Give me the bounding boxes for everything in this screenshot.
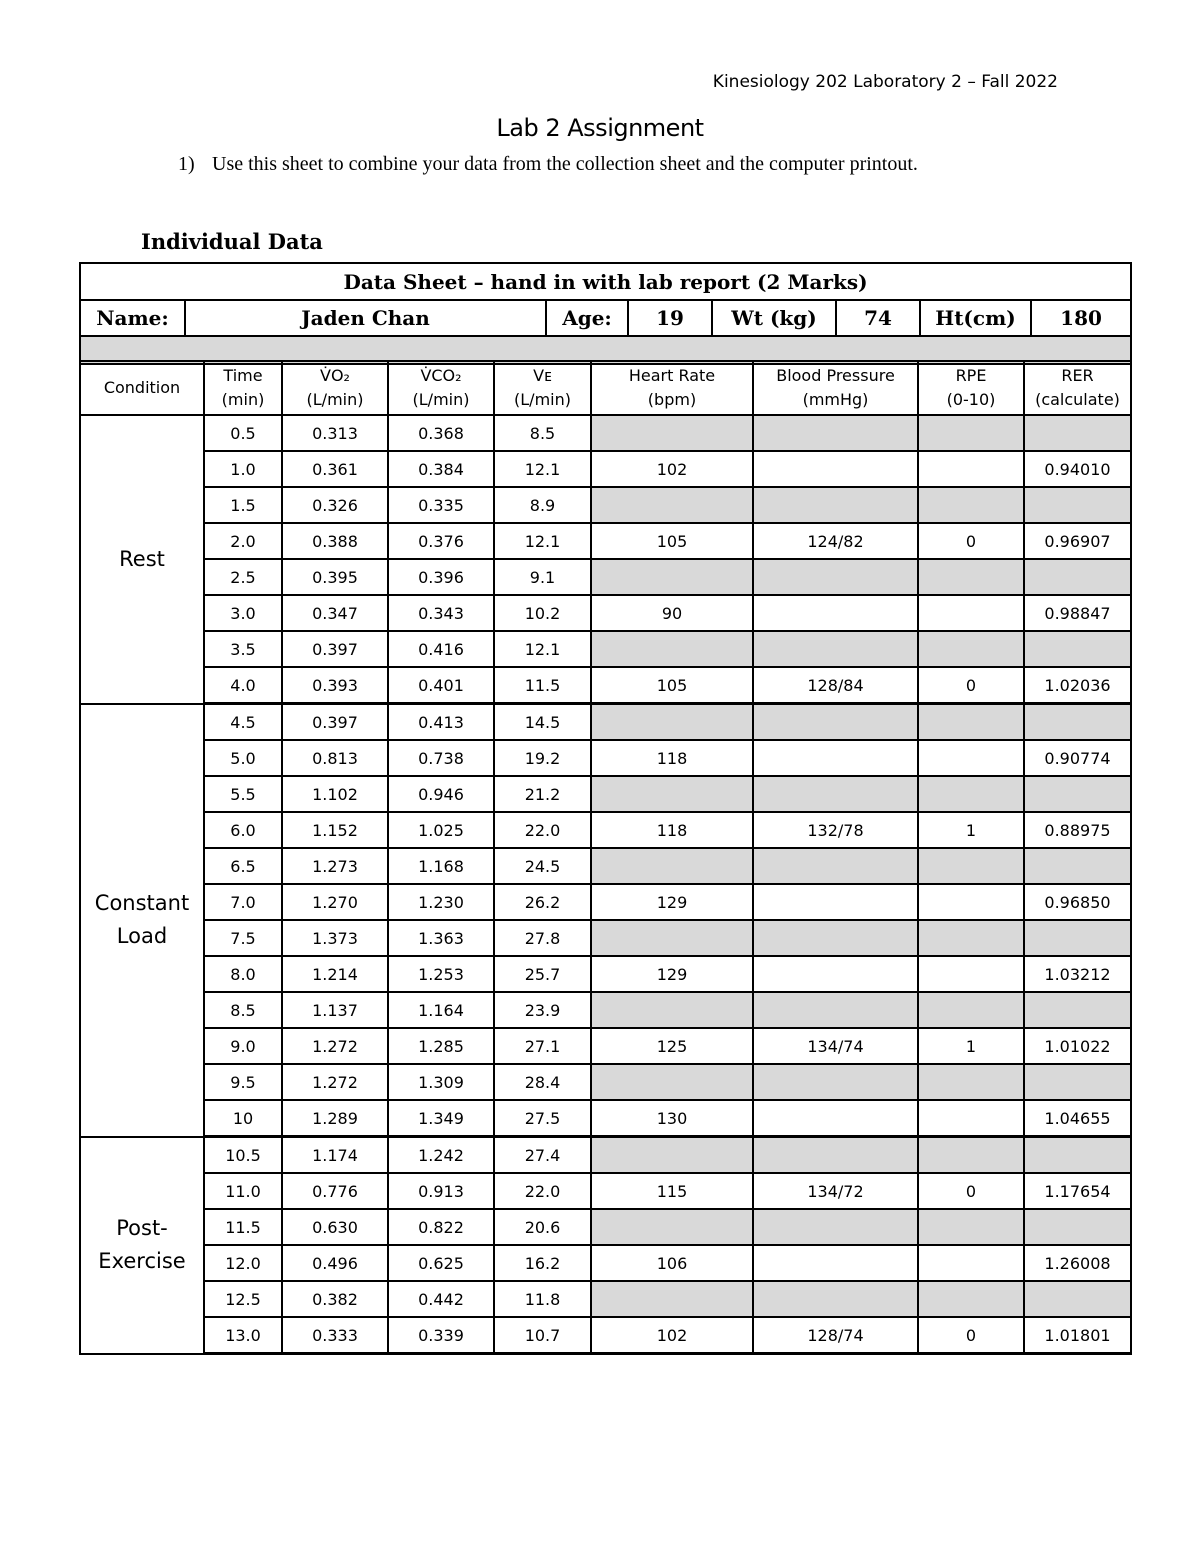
rpe-cell bbox=[918, 559, 1024, 595]
weight-label: Wt (kg) bbox=[712, 300, 836, 336]
rer-cell bbox=[1024, 415, 1131, 451]
rer-cell: 0.96850 bbox=[1024, 884, 1131, 920]
name-label: Name: bbox=[80, 300, 185, 336]
heart-rate-cell bbox=[591, 920, 753, 956]
table-row bbox=[80, 667, 1131, 704]
rpe-cell bbox=[918, 740, 1024, 776]
table-row bbox=[80, 1281, 1131, 1317]
time-cell: 10 bbox=[204, 1100, 282, 1137]
rer-cell: 1.04655 bbox=[1024, 1100, 1131, 1137]
blood-pressure-cell bbox=[753, 595, 918, 631]
vo2-cell: 0.496 bbox=[282, 1245, 388, 1281]
col-rer: RER (calculate) bbox=[1024, 361, 1131, 415]
vo2-cell: 1.273 bbox=[282, 848, 388, 884]
time-cell: 12.5 bbox=[204, 1281, 282, 1317]
vco2-cell: 1.363 bbox=[388, 920, 494, 956]
ve-cell: 11.8 bbox=[494, 1281, 591, 1317]
time-cell: 3.5 bbox=[204, 631, 282, 667]
rpe-cell bbox=[918, 451, 1024, 487]
table-row bbox=[80, 1245, 1131, 1281]
rer-cell bbox=[1024, 776, 1131, 812]
time-cell: 8.0 bbox=[204, 956, 282, 992]
blood-pressure-cell bbox=[753, 956, 918, 992]
ve-cell: 9.1 bbox=[494, 559, 591, 595]
blood-pressure-cell: 124/82 bbox=[753, 523, 918, 559]
table-row bbox=[80, 740, 1131, 776]
rpe-cell bbox=[918, 848, 1024, 884]
ve-cell: 22.0 bbox=[494, 812, 591, 848]
vco2-cell: 1.164 bbox=[388, 992, 494, 1028]
rer-cell: 0.96907 bbox=[1024, 523, 1131, 559]
instruction-number: 1) bbox=[178, 153, 195, 175]
heart-rate-cell bbox=[591, 704, 753, 741]
vo2-cell: 0.333 bbox=[282, 1317, 388, 1354]
table-row bbox=[80, 1317, 1131, 1354]
table-row bbox=[80, 487, 1131, 523]
col-blood-pressure: Blood Pressure (mmHg) bbox=[753, 361, 918, 415]
blood-pressure-cell bbox=[753, 1209, 918, 1245]
time-cell: 9.0 bbox=[204, 1028, 282, 1064]
page-title: Lab 2 Assignment bbox=[496, 114, 704, 142]
vo2-cell: 0.361 bbox=[282, 451, 388, 487]
rer-cell: 1.26008 bbox=[1024, 1245, 1131, 1281]
col-rpe: RPE (0-10) bbox=[918, 361, 1024, 415]
time-cell: 2.5 bbox=[204, 559, 282, 595]
blood-pressure-cell: 128/84 bbox=[753, 667, 918, 704]
vo2-cell: 0.388 bbox=[282, 523, 388, 559]
col-heart-rate: Heart Rate (bpm) bbox=[591, 361, 753, 415]
ve-cell: 8.9 bbox=[494, 487, 591, 523]
heart-rate-cell bbox=[591, 1209, 753, 1245]
vo2-cell: 0.776 bbox=[282, 1173, 388, 1209]
ve-cell: 12.1 bbox=[494, 523, 591, 559]
vco2-cell: 0.413 bbox=[388, 704, 494, 741]
heart-rate-cell: 129 bbox=[591, 884, 753, 920]
vco2-cell: 0.822 bbox=[388, 1209, 494, 1245]
ve-cell: 21.2 bbox=[494, 776, 591, 812]
time-cell: 11.5 bbox=[204, 1209, 282, 1245]
ve-cell: 8.5 bbox=[494, 415, 591, 451]
time-cell: 2.0 bbox=[204, 523, 282, 559]
ve-cell: 24.5 bbox=[494, 848, 591, 884]
vco2-cell: 1.168 bbox=[388, 848, 494, 884]
ve-cell: 16.2 bbox=[494, 1245, 591, 1281]
rpe-cell bbox=[918, 1245, 1024, 1281]
rpe-cell bbox=[918, 1137, 1024, 1174]
vo2-cell: 0.393 bbox=[282, 667, 388, 704]
vco2-cell: 1.253 bbox=[388, 956, 494, 992]
blood-pressure-cell: 134/74 bbox=[753, 1028, 918, 1064]
info-table bbox=[79, 262, 1132, 365]
rpe-cell bbox=[918, 1064, 1024, 1100]
ve-cell: 12.1 bbox=[494, 451, 591, 487]
instruction-text: Use this sheet to combine your data from the collection sheet and the computer printout. bbox=[212, 153, 918, 175]
heart-rate-cell: 130 bbox=[591, 1100, 753, 1137]
table-row bbox=[80, 992, 1131, 1028]
heart-rate-cell: 115 bbox=[591, 1173, 753, 1209]
rpe-cell bbox=[918, 704, 1024, 741]
blood-pressure-cell bbox=[753, 1281, 918, 1317]
condition-cell: Post- Exercise bbox=[80, 1137, 204, 1354]
heart-rate-cell: 129 bbox=[591, 956, 753, 992]
col-vco2: V̇CO₂ (L/min) bbox=[388, 361, 494, 415]
rer-cell: 0.94010 bbox=[1024, 451, 1131, 487]
blood-pressure-cell bbox=[753, 884, 918, 920]
vo2-cell: 0.326 bbox=[282, 487, 388, 523]
time-cell: 1.0 bbox=[204, 451, 282, 487]
rpe-cell bbox=[918, 920, 1024, 956]
ve-cell: 28.4 bbox=[494, 1064, 591, 1100]
rer-cell: 1.03212 bbox=[1024, 956, 1131, 992]
table-row bbox=[80, 812, 1131, 848]
vco2-cell: 0.946 bbox=[388, 776, 494, 812]
vco2-cell: 0.396 bbox=[388, 559, 494, 595]
table-row bbox=[80, 776, 1131, 812]
blood-pressure-cell: 132/78 bbox=[753, 812, 918, 848]
heart-rate-cell bbox=[591, 559, 753, 595]
time-cell: 11.0 bbox=[204, 1173, 282, 1209]
rer-cell bbox=[1024, 1281, 1131, 1317]
vco2-cell: 0.913 bbox=[388, 1173, 494, 1209]
instruction bbox=[178, 153, 918, 176]
ve-cell: 27.8 bbox=[494, 920, 591, 956]
vo2-cell: 0.347 bbox=[282, 595, 388, 631]
vco2-cell: 0.401 bbox=[388, 667, 494, 704]
table-row bbox=[80, 631, 1131, 667]
vo2-cell: 0.813 bbox=[282, 740, 388, 776]
blood-pressure-cell bbox=[753, 451, 918, 487]
time-cell: 13.0 bbox=[204, 1317, 282, 1354]
time-cell: 3.0 bbox=[204, 595, 282, 631]
table-row bbox=[80, 848, 1131, 884]
sheet-title: Data Sheet – hand in with lab report (2 Marks) bbox=[80, 263, 1131, 300]
vo2-cell: 1.272 bbox=[282, 1064, 388, 1100]
rpe-cell: 0 bbox=[918, 523, 1024, 559]
heart-rate-cell: 102 bbox=[591, 1317, 753, 1354]
col-time: Time (min) bbox=[204, 361, 282, 415]
heart-rate-cell bbox=[591, 1281, 753, 1317]
vo2-cell: 0.397 bbox=[282, 704, 388, 741]
ve-cell: 10.2 bbox=[494, 595, 591, 631]
ve-cell: 27.1 bbox=[494, 1028, 591, 1064]
table-row bbox=[80, 920, 1131, 956]
table-row bbox=[80, 1064, 1131, 1100]
heart-rate-cell: 105 bbox=[591, 523, 753, 559]
time-cell: 5.5 bbox=[204, 776, 282, 812]
ve-cell: 10.7 bbox=[494, 1317, 591, 1354]
height-label: Ht(cm) bbox=[920, 300, 1031, 336]
blood-pressure-cell bbox=[753, 487, 918, 523]
heart-rate-cell bbox=[591, 848, 753, 884]
blood-pressure-cell bbox=[753, 631, 918, 667]
heart-rate-cell: 118 bbox=[591, 740, 753, 776]
ve-cell: 25.7 bbox=[494, 956, 591, 992]
vo2-cell: 1.272 bbox=[282, 1028, 388, 1064]
heart-rate-cell bbox=[591, 415, 753, 451]
rpe-cell bbox=[918, 956, 1024, 992]
vco2-cell: 0.335 bbox=[388, 487, 494, 523]
vco2-cell: 0.339 bbox=[388, 1317, 494, 1354]
time-cell: 4.0 bbox=[204, 667, 282, 704]
table-row bbox=[80, 451, 1131, 487]
vo2-cell: 1.214 bbox=[282, 956, 388, 992]
blood-pressure-cell bbox=[753, 992, 918, 1028]
blood-pressure-cell bbox=[753, 920, 918, 956]
heart-rate-cell bbox=[591, 487, 753, 523]
col-vo2: V̇O₂ (L/min) bbox=[282, 361, 388, 415]
table-row bbox=[80, 1100, 1131, 1137]
rer-cell bbox=[1024, 1209, 1131, 1245]
rpe-cell bbox=[918, 776, 1024, 812]
heart-rate-cell: 125 bbox=[591, 1028, 753, 1064]
vo2-cell: 1.152 bbox=[282, 812, 388, 848]
vco2-cell: 0.442 bbox=[388, 1281, 494, 1317]
rpe-cell bbox=[918, 631, 1024, 667]
time-cell: 6.5 bbox=[204, 848, 282, 884]
rer-cell bbox=[1024, 487, 1131, 523]
heart-rate-cell bbox=[591, 631, 753, 667]
time-cell: 0.5 bbox=[204, 415, 282, 451]
rer-cell bbox=[1024, 848, 1131, 884]
rpe-cell bbox=[918, 1281, 1024, 1317]
rpe-cell bbox=[918, 1209, 1024, 1245]
heart-rate-cell: 118 bbox=[591, 812, 753, 848]
table-row bbox=[80, 1173, 1131, 1209]
blood-pressure-cell bbox=[753, 1100, 918, 1137]
vco2-cell: 0.738 bbox=[388, 740, 494, 776]
blood-pressure-cell bbox=[753, 559, 918, 595]
rer-cell: 1.01022 bbox=[1024, 1028, 1131, 1064]
vo2-cell: 0.397 bbox=[282, 631, 388, 667]
rer-cell: 1.01801 bbox=[1024, 1317, 1131, 1354]
vco2-cell: 1.230 bbox=[388, 884, 494, 920]
weight-value: 74 bbox=[836, 300, 920, 336]
vo2-cell: 1.137 bbox=[282, 992, 388, 1028]
rpe-cell bbox=[918, 487, 1024, 523]
heart-rate-cell: 106 bbox=[591, 1245, 753, 1281]
rpe-cell bbox=[918, 415, 1024, 451]
blood-pressure-cell bbox=[753, 1137, 918, 1174]
table-row bbox=[80, 1137, 1131, 1174]
vco2-cell: 0.368 bbox=[388, 415, 494, 451]
vco2-cell: 0.376 bbox=[388, 523, 494, 559]
heart-rate-cell: 90 bbox=[591, 595, 753, 631]
ve-cell: 14.5 bbox=[494, 704, 591, 741]
course-header: Kinesiology 202 Laboratory 2 – Fall 2022 bbox=[712, 72, 1058, 92]
rer-cell: 1.17654 bbox=[1024, 1173, 1131, 1209]
col-condition: Condition bbox=[80, 361, 204, 415]
vo2-cell: 1.270 bbox=[282, 884, 388, 920]
rpe-cell bbox=[918, 1100, 1024, 1137]
vco2-cell: 1.242 bbox=[388, 1137, 494, 1174]
ve-cell: 22.0 bbox=[494, 1173, 591, 1209]
ve-cell: 26.2 bbox=[494, 884, 591, 920]
vco2-cell: 1.349 bbox=[388, 1100, 494, 1137]
vco2-cell: 0.343 bbox=[388, 595, 494, 631]
rpe-cell: 1 bbox=[918, 812, 1024, 848]
table-row bbox=[80, 595, 1131, 631]
time-cell: 10.5 bbox=[204, 1137, 282, 1174]
heart-rate-cell bbox=[591, 992, 753, 1028]
ve-cell: 27.4 bbox=[494, 1137, 591, 1174]
ve-cell: 11.5 bbox=[494, 667, 591, 704]
blood-pressure-cell bbox=[753, 740, 918, 776]
vco2-cell: 0.625 bbox=[388, 1245, 494, 1281]
vo2-cell: 1.174 bbox=[282, 1137, 388, 1174]
table-row bbox=[80, 523, 1131, 559]
vo2-cell: 0.630 bbox=[282, 1209, 388, 1245]
heart-rate-cell bbox=[591, 1137, 753, 1174]
time-cell: 8.5 bbox=[204, 992, 282, 1028]
table-row bbox=[80, 956, 1131, 992]
section-title: Individual Data bbox=[141, 229, 323, 254]
rer-cell: 0.88975 bbox=[1024, 812, 1131, 848]
table-row bbox=[80, 884, 1131, 920]
rpe-cell: 1 bbox=[918, 1028, 1024, 1064]
rpe-cell bbox=[918, 992, 1024, 1028]
time-cell: 9.5 bbox=[204, 1064, 282, 1100]
blood-pressure-cell bbox=[753, 848, 918, 884]
rpe-cell: 0 bbox=[918, 667, 1024, 704]
vo2-cell: 1.289 bbox=[282, 1100, 388, 1137]
vo2-cell: 0.313 bbox=[282, 415, 388, 451]
time-cell: 1.5 bbox=[204, 487, 282, 523]
rer-cell: 0.98847 bbox=[1024, 595, 1131, 631]
name-value: Jaden Chan bbox=[185, 300, 546, 336]
heart-rate-cell: 102 bbox=[591, 451, 753, 487]
condition-cell: Constant Load bbox=[80, 704, 204, 1137]
data-table bbox=[79, 360, 1132, 1355]
heart-rate-cell bbox=[591, 776, 753, 812]
time-cell: 7.5 bbox=[204, 920, 282, 956]
heart-rate-cell bbox=[591, 1064, 753, 1100]
vo2-cell: 1.373 bbox=[282, 920, 388, 956]
blood-pressure-cell bbox=[753, 776, 918, 812]
rer-cell bbox=[1024, 559, 1131, 595]
height-value: 180 bbox=[1031, 300, 1131, 336]
table-row bbox=[80, 559, 1131, 595]
time-cell: 12.0 bbox=[204, 1245, 282, 1281]
rpe-cell bbox=[918, 884, 1024, 920]
ve-cell: 12.1 bbox=[494, 631, 591, 667]
time-cell: 5.0 bbox=[204, 740, 282, 776]
vco2-cell: 1.285 bbox=[388, 1028, 494, 1064]
age-label: Age: bbox=[546, 300, 628, 336]
vo2-cell: 0.382 bbox=[282, 1281, 388, 1317]
rer-cell bbox=[1024, 992, 1131, 1028]
rer-cell: 0.90774 bbox=[1024, 740, 1131, 776]
ve-cell: 19.2 bbox=[494, 740, 591, 776]
blood-pressure-cell: 128/74 bbox=[753, 1317, 918, 1354]
vco2-cell: 0.384 bbox=[388, 451, 494, 487]
blood-pressure-cell bbox=[753, 1064, 918, 1100]
time-cell: 6.0 bbox=[204, 812, 282, 848]
heart-rate-cell: 105 bbox=[591, 667, 753, 704]
vco2-cell: 1.025 bbox=[388, 812, 494, 848]
condition-cell: Rest bbox=[80, 415, 204, 704]
table-row bbox=[80, 704, 1131, 741]
rer-cell bbox=[1024, 920, 1131, 956]
time-cell: 4.5 bbox=[204, 704, 282, 741]
col-ve: Vᴇ (L/min) bbox=[494, 361, 591, 415]
vco2-cell: 1.309 bbox=[388, 1064, 494, 1100]
time-cell: 7.0 bbox=[204, 884, 282, 920]
blood-pressure-cell bbox=[753, 704, 918, 741]
ve-cell: 23.9 bbox=[494, 992, 591, 1028]
blood-pressure-cell: 134/72 bbox=[753, 1173, 918, 1209]
rpe-cell: 0 bbox=[918, 1173, 1024, 1209]
rpe-cell: 0 bbox=[918, 1317, 1024, 1354]
vo2-cell: 0.395 bbox=[282, 559, 388, 595]
rer-cell bbox=[1024, 1137, 1131, 1174]
ve-cell: 27.5 bbox=[494, 1100, 591, 1137]
table-row bbox=[80, 1209, 1131, 1245]
rer-cell: 1.02036 bbox=[1024, 667, 1131, 704]
blood-pressure-cell bbox=[753, 415, 918, 451]
blood-pressure-cell bbox=[753, 1245, 918, 1281]
vo2-cell: 1.102 bbox=[282, 776, 388, 812]
rer-cell bbox=[1024, 1064, 1131, 1100]
rer-cell bbox=[1024, 631, 1131, 667]
ve-cell: 20.6 bbox=[494, 1209, 591, 1245]
vco2-cell: 0.416 bbox=[388, 631, 494, 667]
table-row bbox=[80, 415, 1131, 451]
rer-cell bbox=[1024, 704, 1131, 741]
table-row bbox=[80, 1028, 1131, 1064]
rpe-cell bbox=[918, 595, 1024, 631]
age-value: 19 bbox=[628, 300, 712, 336]
